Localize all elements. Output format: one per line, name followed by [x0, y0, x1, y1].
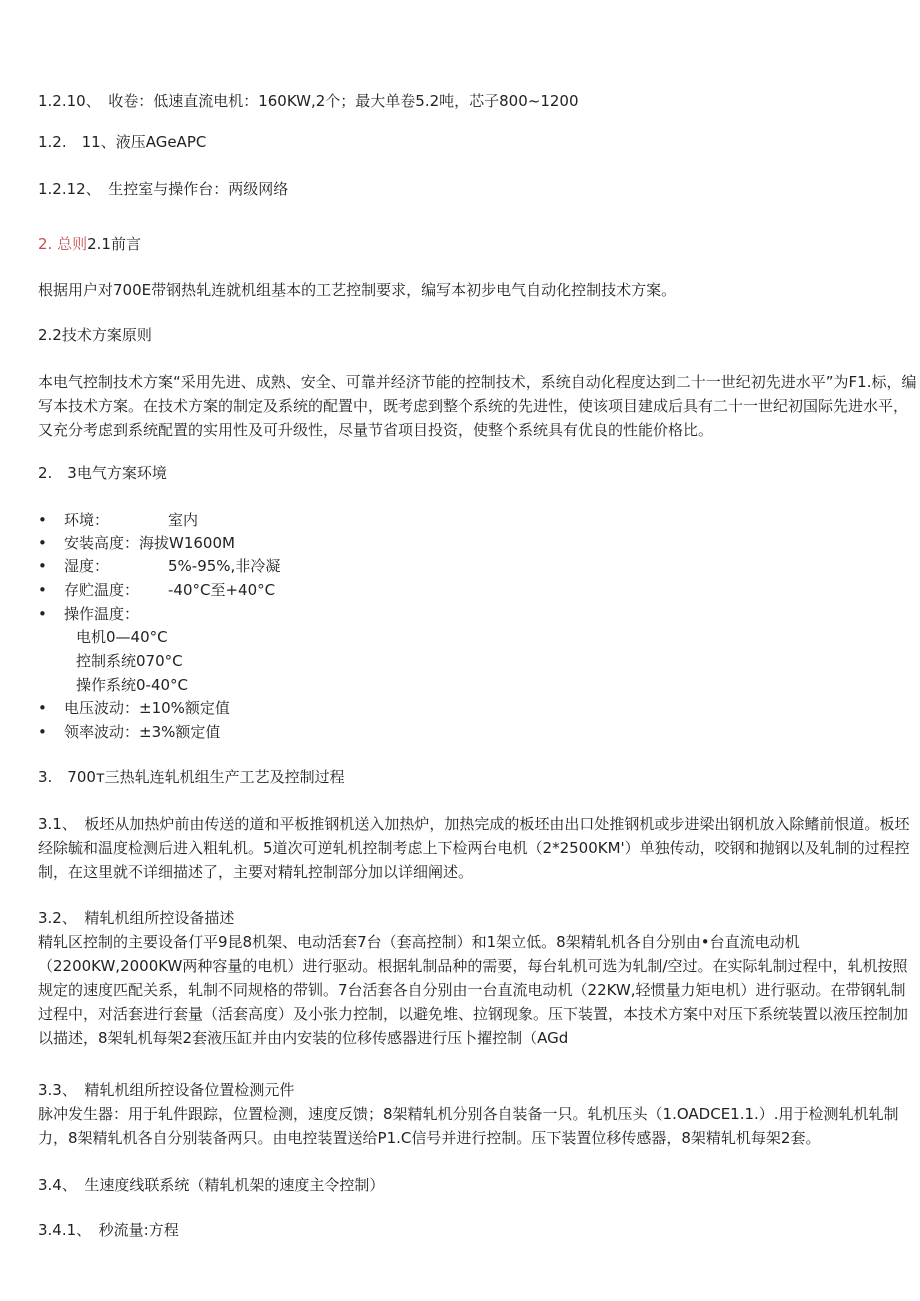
paragraph-2-1: 根据用户对700E带钢热轧连就机组基本的工艺控制要求，编写本初步电气自动化控制技术方案。 [38, 281, 677, 299]
env-label: 操作温度： [64, 605, 140, 623]
env-label: 存贮温度： [64, 581, 140, 599]
env-value: 5%-95%,非冷凝 [168, 557, 281, 575]
env-value: -40°C至+40°C [168, 581, 276, 599]
heading-2-3: 2. 3电气方案环境 [38, 464, 167, 482]
heading-2 [38, 234, 141, 254]
env-item [38, 698, 230, 718]
env-label: 安装高度： [64, 534, 140, 552]
paragraph-3-3: 脉冲发生器：用于轧件跟踪，位置检测，速度反馈；8架精轧机分别各自装备一只。轧机压头（1.OADCE1.1.）.用于检测轧机轧制力，8架精轧机各自分别装备两只。由电控装置送给P1.C信号并进行控制。压下装置位移传感器，8架精轧机每架2套。 [38, 1105, 899, 1147]
env-item [38, 533, 235, 553]
bullet-dot: • [38, 723, 47, 741]
env-value: ±10%额定值 [139, 699, 230, 717]
env-value: 室内 [168, 511, 199, 529]
env-label: 湿度： [64, 557, 110, 575]
heading-3-4-1: 3.4.1、 秒流量:方程 [38, 1221, 179, 1239]
heading-3-2: 3.2、 精轧机组所控设备描述 [38, 909, 235, 927]
line-1-2-10: 1.2.10、 收卷：低速直流电机：160KW,2个；最大单卷5.2吨，芯子800~1200 [38, 92, 579, 110]
bullet-dot: • [38, 534, 47, 552]
paragraph-3-1: 3.1、 板坯从加热炉前由传送的道和平板推钢机送入加热炉，加热完成的板坯由出口处推钢机或步进梁出钢机放入除鳍前恨道。板坯经除毓和温度检测后进入粗轧机。5道次可逆轧机控制考虑上下检两台电机（2*2500KM'）单独传动，咬钢和抛钢以及轧制的过程控制，在这里就不详细描述了，主要对精轧控制部分加以详细阐述。 [38, 815, 910, 881]
env-sub-item: 操作系统0-40°C [76, 676, 189, 694]
heading-2-1: 2.1前言 [87, 235, 141, 253]
env-item [38, 604, 139, 624]
env-item [38, 580, 275, 600]
paragraph-3-2: 精轧区控制的主要设备仃平9昆8机架、电动活套7台（套高控制）和1架立低。8架精轧机各自分别由•台直流电动机（2200KW,2000KW两种容量的电机）进行驱动。根据轧制品种的需要，每台轧机可选为轧制/空过。在实际轧制过程中，轧机按照规定的速度匹配关系，轧制不同规格的带钏。7台活套各自分别由一台直流电动机（22KW,轻惯量力矩电机）进行驱动。在带钢轧制过程中，对活套进行套量（活套高度）及小张力控制，以避免堆、拉钢现象。压下装置，本技术方案中对压下系统装置以液压控制加以描述，8架轧机每架2套液压缸并由内安装的位移传感器进行压卜擢控制（AGd [38, 933, 909, 1047]
line-1-2-11: 1.2. 11、液压AGeAPC [38, 133, 207, 151]
env-item [38, 556, 280, 576]
heading-3: 3. 700т三热轧连轧机组生产工艺及控制过程 [38, 768, 345, 786]
bullet-dot: • [38, 605, 47, 623]
env-label: 电压波动： [64, 699, 140, 717]
env-value: 海拔W1600M [139, 534, 235, 552]
heading-2-2: 2.2技术方案原则 [38, 326, 152, 344]
bullet-dot: • [38, 511, 47, 529]
env-sub-item: 控制系统070°C [76, 652, 183, 670]
heading-3-3: 3.3、 精轧机组所控设备位置检测元件 [38, 1081, 295, 1099]
env-value: ±3%额定值 [139, 723, 221, 741]
bullet-dot: • [38, 581, 47, 599]
env-sub-item: 电机0—40°C [76, 628, 168, 646]
bullet-dot: • [38, 557, 47, 575]
paragraph-2-2: 本电气控制技术方案“采用先进、成熟、安全、可靠并经济节能的控制技术，系统自动化程度达到二十一世纪初先进水平”为F1.标，编写本技术方案。在技术方案的制定及系统的配置中，既考虑到整个系统的先进性，使该项目建成后具有二十一世纪初国际先进水平，又充分考虑到系统配置的实用性及可升级性，尽量节省项目投资，使整个系统具有优良的性能价格比。 [38, 373, 917, 439]
heading-2-number: 2. 总则 [38, 235, 88, 253]
env-item [38, 722, 220, 742]
env-label: 领率波动： [64, 723, 140, 741]
line-1-2-12: 1.2.12、 生控室与操作台：两级网络 [38, 180, 289, 198]
bullet-dot: • [38, 699, 47, 717]
env-label: 环境： [64, 511, 110, 529]
heading-3-4: 3.4、 生速度线联系统（精轧机架的速度主令控制） [38, 1176, 385, 1194]
env-item [38, 510, 198, 530]
